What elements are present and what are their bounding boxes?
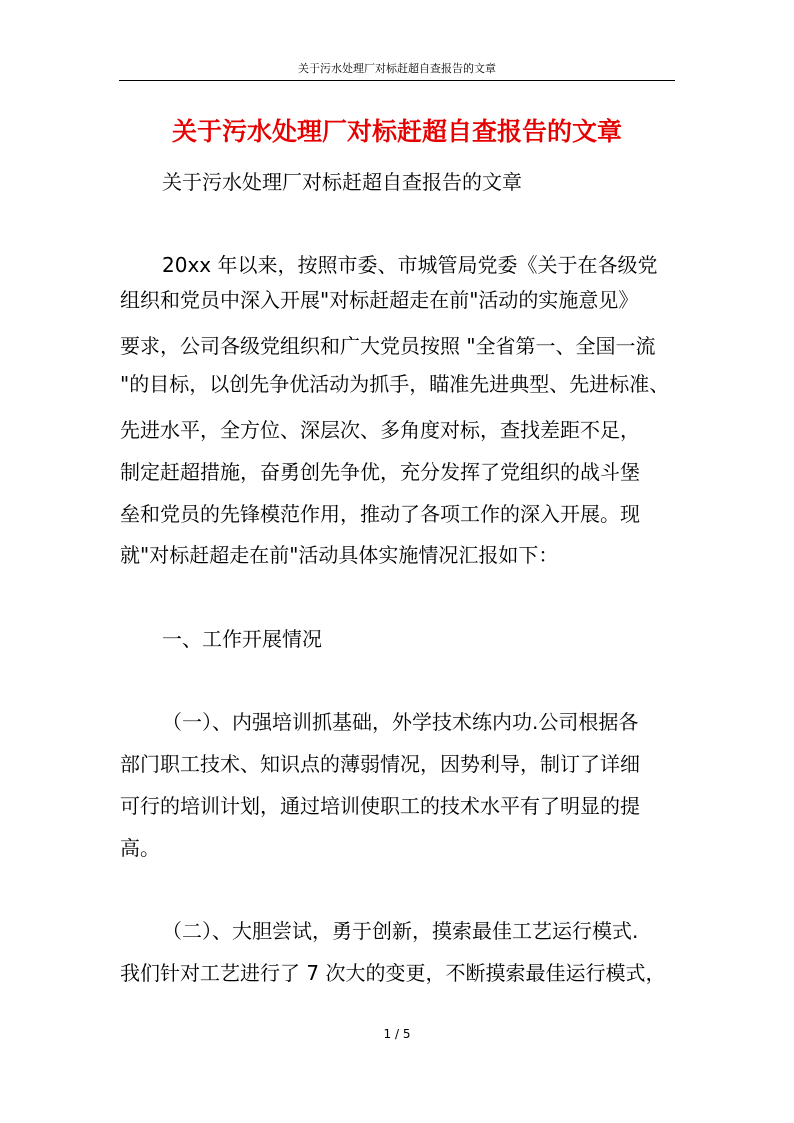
item-line: （一）、内强培训抓基础，外学技术练内功.公司根据各 bbox=[162, 710, 639, 734]
intro-line: 垒和党员的先锋模范作用，推动了各项工作的深入开展。现 bbox=[120, 502, 640, 526]
running-header: 关于污水处理厂对标赶超自查报告的文章 bbox=[298, 62, 496, 75]
document-title: 关于污水处理厂对标赶超自查报告的文章 bbox=[171, 117, 622, 146]
page-number: 1 / 5 bbox=[383, 1027, 411, 1041]
intro-line: 组织和党员中深入开展"对标赶超走在前"活动的实施意见》 bbox=[120, 288, 639, 312]
item-line: 部门职工技术、知识点的薄弱情况，因势利导，制订了详细 bbox=[120, 752, 640, 776]
intro-line: 先进水平，全方位、深层次、多角度对标，查找差距不足， bbox=[120, 418, 640, 442]
intro-line: 20xx 年以来，按照市委、市城管局党委《关于在各级党 bbox=[162, 253, 658, 277]
section-heading: 一、工作开展情况 bbox=[162, 627, 322, 651]
intro-line: 就"对标赶超走在前"活动具体实施情况汇报如下： bbox=[120, 543, 559, 567]
item-line: （二）、大胆尝试，勇于创新，摸索最佳工艺运行模式. bbox=[162, 919, 639, 943]
item-line: 我们针对工艺进行了 7 次大的变更，不断摸索最佳运行模式， bbox=[120, 961, 666, 985]
item-line: 可行的培训计划，通过培训使职工的技术水平有了明显的提 bbox=[120, 794, 640, 818]
document-subtitle: 关于污水处理厂对标赶超自查报告的文章 bbox=[162, 170, 522, 194]
intro-line: "的目标，以创先争优活动为抓手，瞄准先进典型、先进标准、 bbox=[120, 372, 670, 396]
intro-line: 制定赶超措施，奋勇创先争优，充分发挥了党组织的战斗堡 bbox=[120, 460, 640, 484]
header-divider bbox=[119, 80, 675, 81]
item-line: 高。 bbox=[120, 836, 160, 860]
intro-line: 要求，公司各级党组织和广大党员按照 "全省第一、全国一流 bbox=[120, 334, 656, 358]
